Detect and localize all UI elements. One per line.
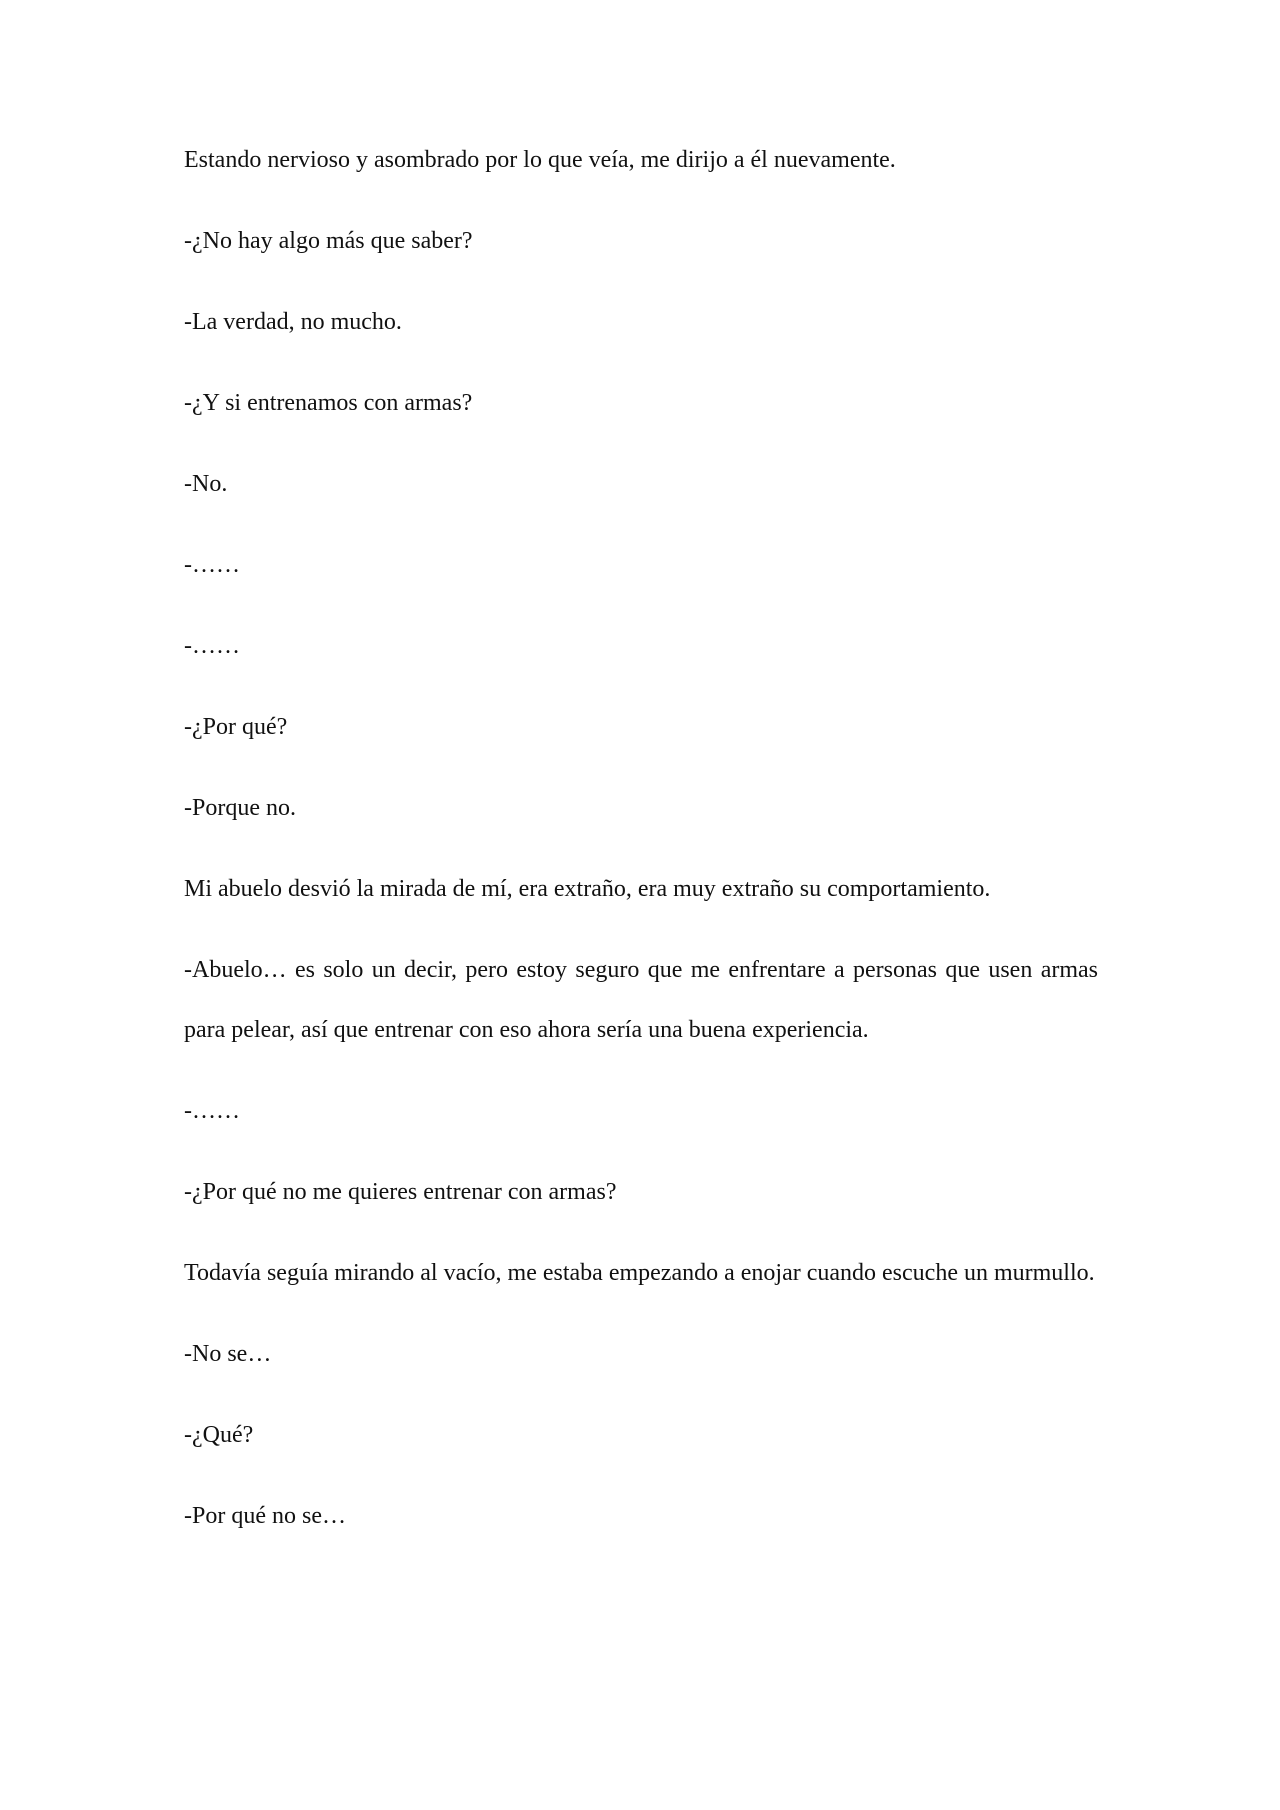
paragraph: Mi abuelo desvió la mirada de mí, era extraño, era muy extraño su comportamiento. bbox=[184, 876, 991, 902]
dialogue-line: -¿No hay algo más que saber? bbox=[184, 228, 473, 254]
dialogue-line: -…… bbox=[184, 1098, 240, 1124]
dialogue-line: -¿Por qué? bbox=[184, 714, 288, 740]
dialogue-line: -Porque no. bbox=[184, 795, 296, 821]
dialogue-line: -La verdad, no mucho. bbox=[184, 309, 402, 335]
dialogue-line: -Abuelo… es solo un decir, pero estoy seguro que me enfrentare a personas que usen armas para pelear, así que entrenar con eso ahora sería una buena experiencia. bbox=[184, 957, 1098, 1043]
document-body bbox=[184, 140, 1098, 1577]
paragraph: Estando nervioso y asombrado por lo que veía, me dirijo a él nuevamente. bbox=[184, 147, 896, 173]
dialogue-line: -¿Por qué no me quieres entrenar con armas? bbox=[184, 1179, 617, 1205]
dialogue-line: -¿Qué? bbox=[184, 1422, 254, 1448]
dialogue-line: -No se… bbox=[184, 1341, 272, 1367]
dialogue-line: -…… bbox=[184, 552, 240, 578]
dialogue-line: -¿Y si entrenamos con armas? bbox=[184, 390, 473, 416]
dialogue-line: -No. bbox=[184, 471, 228, 497]
dialogue-line: -Por qué no se… bbox=[184, 1503, 346, 1529]
paragraph: Todavía seguía mirando al vacío, me estaba empezando a enojar cuando escuche un murmullo. bbox=[184, 1260, 1095, 1286]
dialogue-line: -…… bbox=[184, 633, 240, 659]
